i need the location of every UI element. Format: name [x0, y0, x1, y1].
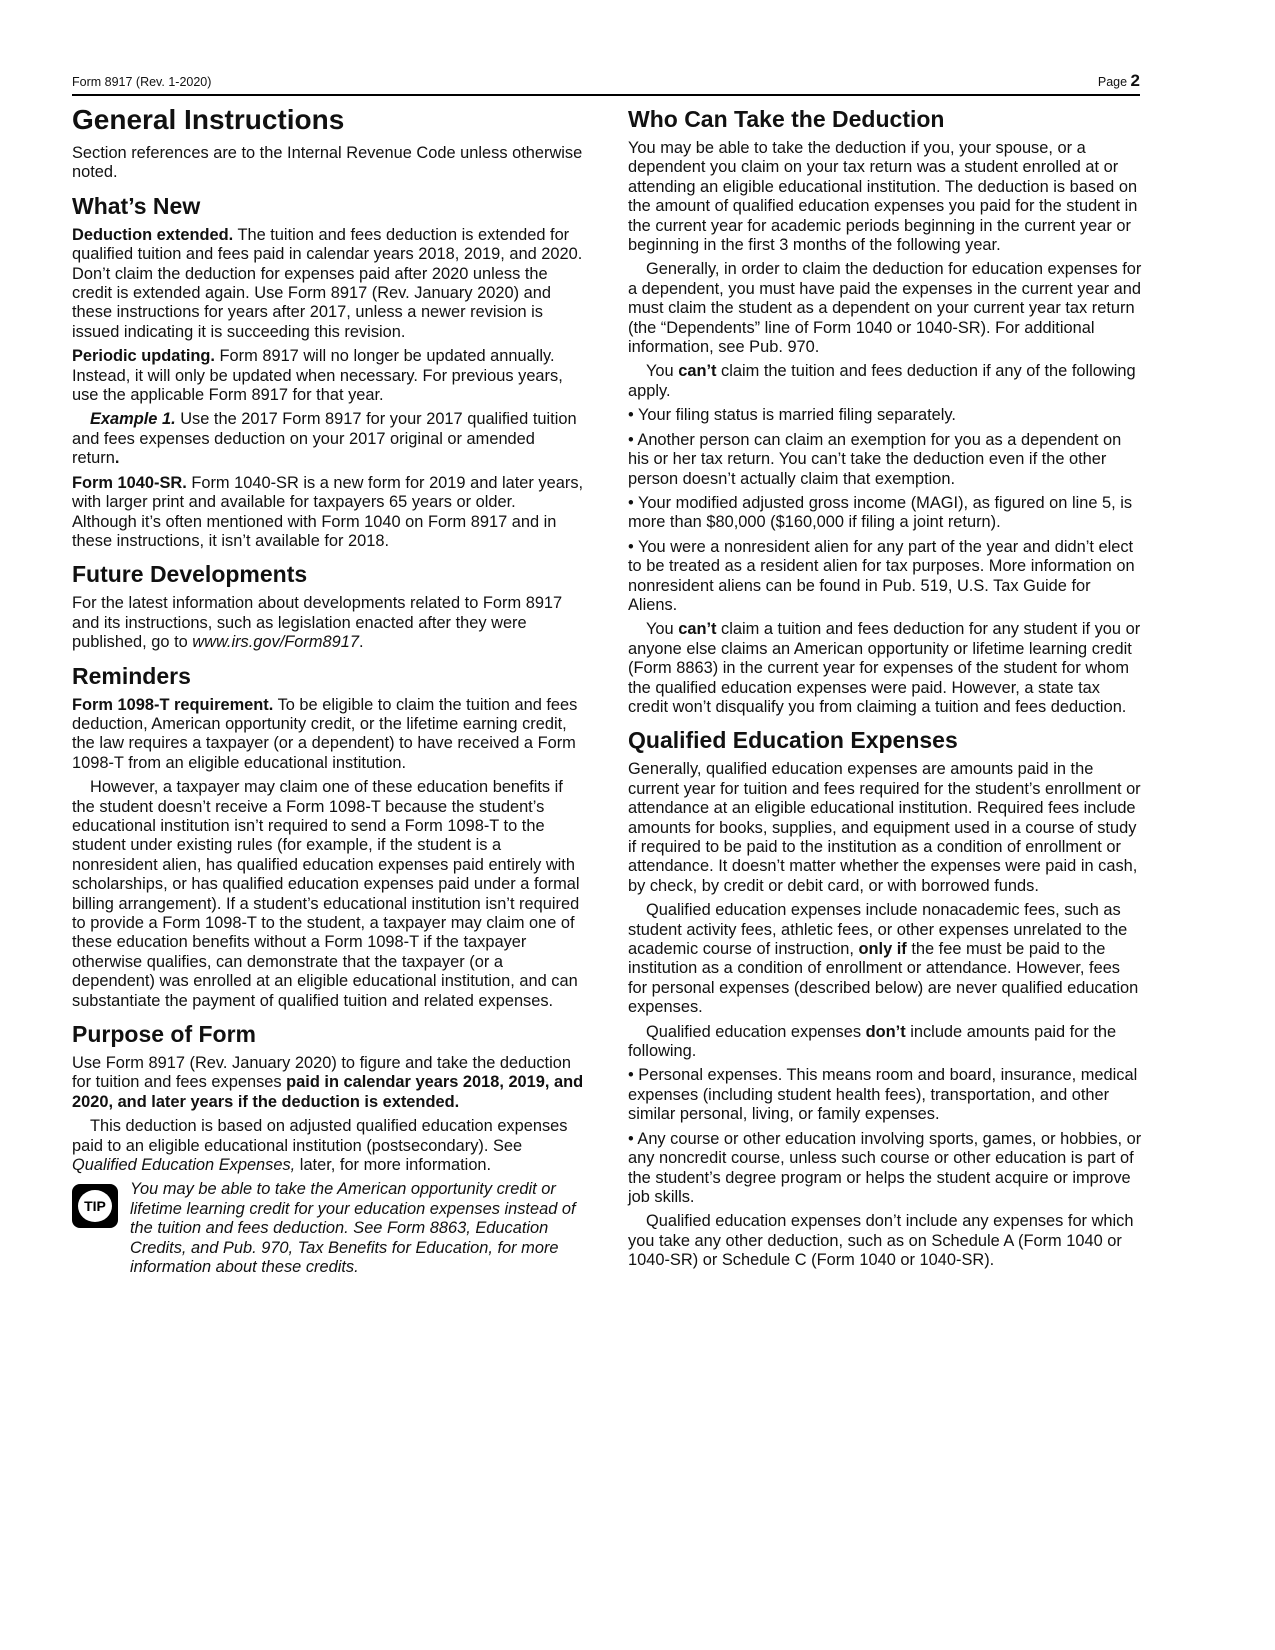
- text-run: • You were a nonresident alien for any part of the year and didn’t elect to be treated as a resident alien for tax purposes. More information on nonresident aliens can be found in Pub. 519, U.S. Tax Guide for Aliens.: [628, 537, 1135, 614]
- text-run: The tuition and fees deduction is extended for qualified tuition and fees paid in calendar years 2018, 2019, and 2020. Don’t claim the deduction for expenses paid after 2020 unless the credit is extended again. Use Form 8917 (Rev. January 2020) and these instructions for years after 2017, unless a newer revision is issued indicating it is succeeding this revision.: [72, 225, 583, 341]
- run-in-heading: Periodic updating.: [72, 347, 215, 366]
- text-run: Generally, in order to claim the deduction for education expenses for a dependent, you must have paid the expenses in the current year and must claim the student as a dependent on your current year tax return (the “Dependents” line of Form 1040 or 1040-SR). For additional information, see Pub. 970.: [628, 260, 1142, 357]
- text-run: To be eligible to claim the tuition and fees deduction, American opportunity credit, or the lifetime earning credit, the law requires a taxpayer (or a dependent) to have received a Form 1098-T from an eligible educational institution.: [72, 695, 578, 772]
- right-column: [628, 104, 1143, 1276]
- run-in-heading: don’t: [865, 1022, 906, 1041]
- run-in-heading: only if: [858, 940, 907, 959]
- section-heading-who-can-take-the-deduction: Who Can Take the Deduction: [628, 106, 945, 132]
- text-run: • Personal expenses. This means room and board, insurance, medical expenses (including student health fees), transportation, and other similar personal, living, or family expenses.: [628, 1066, 1138, 1124]
- paragraph: [628, 901, 1143, 1017]
- text-run: Generally, qualified education expenses are amounts paid in the current year for tuition and fees required for the student’s enrollment or attendance at an eligible educational institution. Required fees include amounts for books, supplies, and equipment used in a course of study if required to be paid to the institution as a condition of enrollment or attendance. It doesn’t matter whether the expenses were paid in cash, by check, by credit or debit card, or with borrowed funds.: [628, 760, 1141, 895]
- text-run: This deduction is based on adjusted qualified education expenses paid to an eligible educational institution (postsecondary). See: [72, 1117, 568, 1155]
- tip-text: [130, 1180, 576, 1276]
- run-in-heading: Deduction extended.: [72, 225, 234, 244]
- tip-label: TIP: [78, 1190, 112, 1222]
- run-in-heading: .: [114, 449, 120, 468]
- paragraph: [72, 226, 584, 342]
- paragraph: [628, 1066, 1143, 1124]
- paragraph: [72, 144, 584, 183]
- paragraph: [628, 760, 1143, 896]
- text-run: Qualified education expenses don’t include any expenses for which you take any other deduction, such as on Schedule A (Form 1040 or 1040-SR) or Schedule C (Form 1040 or 1040-SR).: [628, 1212, 1134, 1270]
- text-run: You: [646, 620, 679, 639]
- text-run: .: [359, 633, 364, 652]
- paragraph: [72, 778, 584, 1011]
- paragraph: [72, 474, 584, 552]
- paragraph: [628, 1130, 1143, 1208]
- section-heading-purpose-of-form: Purpose of Form: [72, 1021, 257, 1048]
- paragraph: [72, 594, 584, 652]
- page-header: [72, 72, 1140, 96]
- paragraph: [628, 1212, 1143, 1270]
- text-run: • Your filing status is married filing separately.: [628, 406, 956, 425]
- paragraph: [628, 406, 1143, 425]
- page-number: [1098, 71, 1140, 91]
- page-label: Page: [1097, 75, 1131, 89]
- run-in-heading: can’t: [678, 362, 717, 381]
- text-run: Form 8917 will no longer be updated annually. Instead, it will only be updated when necessary. For previous years, use the applicable Form 8917 for that year.: [72, 347, 563, 405]
- text-run: later, for more information.: [295, 1156, 492, 1175]
- section-heading-qualified-education-expenses: Qualified Education Expenses: [628, 727, 958, 754]
- paragraph: [628, 494, 1143, 533]
- text-run: Use Form 8917 (Rev. January 2020) to figure and take the deduction for tuition and fees expenses: [72, 1054, 571, 1092]
- text-run: claim a tuition and fees deduction for any student if you or anyone else claims an American opportunity or lifetime learning credit (Form 8863) in the current year for expenses of the student for whom the qualified education expenses were paid. However, a state tax credit won’t disqualify you from claiming a tuition and fees deduction.: [628, 620, 1141, 716]
- paragraph: [628, 139, 1143, 255]
- text-run: claim the tuition and fees deduction if any of the following apply.: [628, 362, 1136, 400]
- form-revision: Form 8917 (Rev. 1-2020): [72, 75, 212, 89]
- text-run: For the latest information about developments related to Form 8917 and its instructions, such as legislation enacted after they were published, go to: [72, 594, 563, 652]
- paragraph: [72, 696, 584, 774]
- text-run: Qualified education expenses: [646, 1022, 866, 1041]
- run-in-heading: Form 1098-T requirement.: [72, 695, 274, 714]
- section-heading-reminders: Reminders: [72, 662, 191, 689]
- text-run: However, a taxpayer may claim one of these education benefits if the student doesn’t receive a Form 1098-T because the student’s educational institution isn’t required to send a Form 1098-T to the student under existing rules (for example, if the student is a nonresident alien, has qualified education expenses paid entirely with scholarships, or has qualified education expenses paid under a formal billing arrangement). If a student’s educational institution isn’t required to provide a Form 1098-T to the student, a taxpayer may claim one of these education benefits without a Form 1098-T if the taxpayer otherwise qualifies, can demonstrate that the taxpayer (or a dependent) was enrolled at an eligible educational institution, and can substantiate the payment of qualified tuition and related expenses.: [72, 778, 580, 1010]
- paragraph: [628, 620, 1143, 717]
- text-run: Qualified Education Expenses,: [72, 1156, 296, 1175]
- paragraph: [628, 538, 1143, 616]
- run-in-heading: Example 1.: [90, 410, 176, 429]
- paragraph: [628, 431, 1143, 489]
- paragraph: [628, 260, 1143, 357]
- page-num: 2: [1130, 71, 1140, 90]
- paragraph: [72, 347, 584, 405]
- run-in-heading: can’t: [678, 620, 717, 639]
- text-run: www.irs.gov/Form8917: [192, 633, 359, 652]
- text-run: You may be able to take the American opportunity credit or lifetime learning credit for your education expenses instead of the tuition and fees deduction. See Form 8863, Education Credits, and Pub. 970, Tax Benefits for Education, for more information about these credits.: [130, 1180, 576, 1277]
- text-run: the fee must be paid to the institution as a condition of enrollment or attendance. However, fees for personal expenses (described below) are never qualified education expenses.: [628, 940, 1139, 1017]
- text-run: Use the 2017 Form 8917 for your 2017 qualified tuition and fees expenses deduction on your 2017 original or amended return: [72, 410, 577, 468]
- tip-icon: [72, 1184, 118, 1228]
- paragraph: [72, 1117, 584, 1175]
- text-run: Qualified education expenses include nonacademic fees, such as student activity fees, athletic fees, or other expenses unrelated to the academic course of instruction,: [628, 901, 1128, 959]
- text-run: Form 1040-SR is a new form for 2019 and later years, with larger print and available for taxpayers 65 years or older. Although it’s often mentioned with Form 1040 on Form 8917 and in these instructions, it isn’t available for 2018.: [72, 473, 584, 550]
- tip-note: [72, 1180, 584, 1277]
- text-run: You may be able to take the deduction if you, your spouse, or a dependent you claim on your tax return was a student enrolled at or attending an eligible educational institution. The deduction is based on the amount of qualified education expenses you paid for the student in the current year for academic periods beginning in the current year or beginning in the first 3 months of the following year.: [628, 139, 1138, 255]
- section-heading-what-s-new: What’s New: [72, 192, 201, 219]
- text-run: • Another person can claim an exemption for you as a dependent on his or her tax return. You can’t take the deduction even if the other person doesn’t actually claim that exemption.: [628, 430, 1122, 488]
- text-run: You: [646, 362, 679, 381]
- page-title: General Instructions: [72, 104, 345, 135]
- section-heading-future-developments: Future Developments: [72, 561, 308, 588]
- text-run: Section references are to the Internal Revenue Code unless otherwise noted.: [72, 144, 583, 182]
- paragraph: [628, 362, 1143, 401]
- paragraph: [628, 1023, 1143, 1062]
- text-run: include amounts paid for the following.: [628, 1022, 1117, 1061]
- paragraph: [72, 410, 584, 468]
- left-column: [72, 104, 584, 1278]
- text-run: • Your modified adjusted gross income (MAGI), as figured on line 5, is more than $80,000 ($160,000 if filing a joint return).: [628, 493, 1133, 532]
- paragraph: [72, 1054, 584, 1112]
- run-in-heading: paid in calendar years 2018, 2019, and 2020, and later years if the deduction is extended.: [72, 1073, 584, 1111]
- run-in-heading: Form 1040-SR.: [72, 473, 187, 492]
- text-run: • Any course or other education involving sports, games, or hobbies, or any noncredit course, unless such course or other education is part of the student’s degree program or helps the student acquire or improve job skills.: [628, 1129, 1142, 1206]
